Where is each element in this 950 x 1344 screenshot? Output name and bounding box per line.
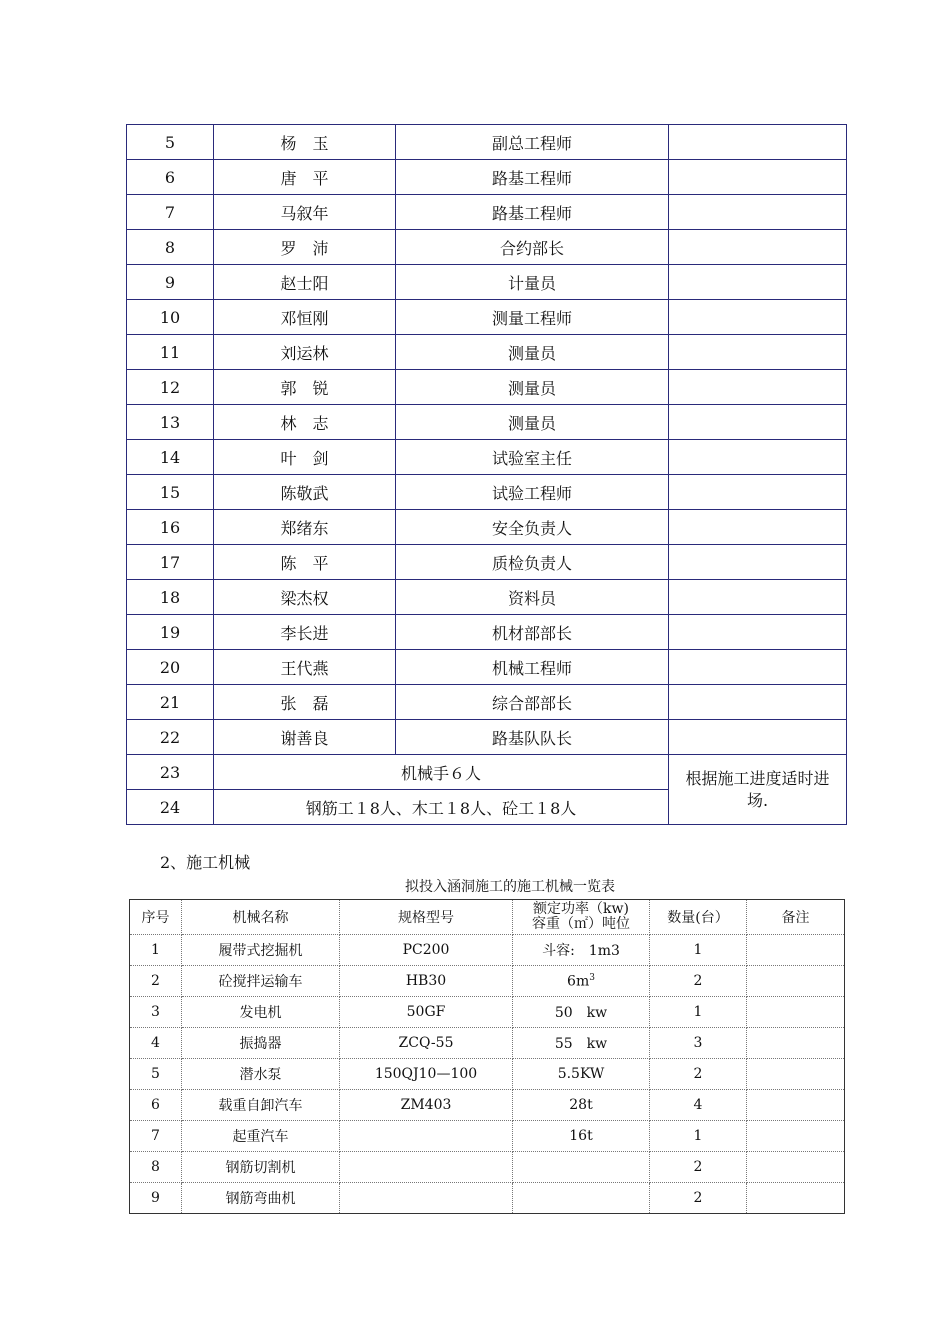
staff-role: 安全负责人: [396, 510, 669, 545]
machine-model: [340, 1152, 513, 1183]
staff-no: 14: [127, 440, 214, 475]
staff-no: 22: [127, 720, 214, 755]
staff-remark: [669, 230, 847, 265]
staff-remark: [669, 125, 847, 160]
section-heading: 2、施工机械: [160, 853, 251, 872]
machine-row: [130, 1121, 845, 1152]
staff-no: 17: [127, 545, 214, 580]
staff-remark: [669, 265, 847, 300]
staff-role: 资料员: [396, 580, 669, 615]
machine-qty: 2: [650, 966, 747, 997]
staff-row: [127, 650, 847, 685]
machine-table-caption: 拟投入涵洞施工的施工机械一览表: [405, 879, 615, 895]
staff-row: [127, 405, 847, 440]
staff-role: 路基工程师: [396, 160, 669, 195]
staff-row: [127, 125, 847, 160]
machine-remark: [747, 1028, 845, 1059]
machine-remark: [747, 1183, 845, 1214]
machine-name: 潜水泵: [182, 1059, 340, 1090]
machine-power: 斗容: 1m3: [513, 935, 650, 966]
staff-no: 13: [127, 405, 214, 440]
staff-no: 9: [127, 265, 214, 300]
machine-name: 振捣器: [182, 1028, 340, 1059]
staff-name: 杨 玉: [214, 125, 396, 160]
header-power-line2: 容重（㎡）吨位: [532, 916, 630, 932]
staff-no: 12: [127, 370, 214, 405]
staff-no: 20: [127, 650, 214, 685]
staff-role: 计量员: [396, 265, 669, 300]
machine-power: 55 kw: [513, 1028, 650, 1059]
staff-remark: [669, 370, 847, 405]
staff-remark: [669, 685, 847, 720]
machine-power: [513, 966, 650, 997]
machine-remark: [747, 997, 845, 1028]
staff-table-body: [127, 125, 847, 825]
machine-row: [130, 1028, 845, 1059]
staff-remark: [669, 475, 847, 510]
machine-model: HB30: [340, 966, 513, 997]
staff-name: 林 志: [214, 405, 396, 440]
staff-no: 24: [127, 790, 214, 825]
staff-no: 15: [127, 475, 214, 510]
machine-model: 150QJ10—100: [340, 1059, 513, 1090]
staff-role: 测量员: [396, 405, 669, 440]
staff-name: 李长进: [214, 615, 396, 650]
header-remark: 备注: [747, 900, 845, 935]
machine-model: ZCQ-55: [340, 1028, 513, 1059]
staff-no: 7: [127, 195, 214, 230]
header-qty: 数量(台）: [650, 900, 747, 935]
machine-remark: [747, 1121, 845, 1152]
staff-remark: [669, 195, 847, 230]
staff-row: [127, 510, 847, 545]
staff-remark: [669, 160, 847, 195]
machine-name: 发电机: [182, 997, 340, 1028]
machine-remark: [747, 935, 845, 966]
machine-power: 50 kw: [513, 997, 650, 1028]
staff-row: [127, 615, 847, 650]
staff-name: 赵士阳: [214, 265, 396, 300]
staff-no: 11: [127, 335, 214, 370]
machine-remark: [747, 1090, 845, 1121]
staff-remark: [669, 335, 847, 370]
machine-no: 5: [130, 1059, 182, 1090]
machine-model: ZM403: [340, 1090, 513, 1121]
machine-header-row: [130, 900, 845, 935]
machine-qty: 2: [650, 1059, 747, 1090]
machine-row: [130, 935, 845, 966]
machine-name: 起重汽车: [182, 1121, 340, 1152]
staff-group-description: 钢筋工１8人、木工１8人、砼工１8人: [214, 790, 669, 825]
staff-row: [127, 195, 847, 230]
staff-no: 21: [127, 685, 214, 720]
staff-table: [126, 124, 847, 825]
staff-row: [127, 545, 847, 580]
machine-name: 履带式挖掘机: [182, 935, 340, 966]
staff-row: [127, 370, 847, 405]
staff-row: [127, 720, 847, 755]
machine-no: 9: [130, 1183, 182, 1214]
machine-name: 砼搅拌运输车: [182, 966, 340, 997]
machine-no: 4: [130, 1028, 182, 1059]
staff-name: 马叙年: [214, 195, 396, 230]
machine-remark: [747, 1059, 845, 1090]
staff-role: 路基工程师: [396, 195, 669, 230]
machine-row: [130, 1059, 845, 1090]
staff-remark: [669, 720, 847, 755]
staff-no: 16: [127, 510, 214, 545]
machine-qty: 1: [650, 997, 747, 1028]
machine-power: [513, 1152, 650, 1183]
machine-power: 28t: [513, 1090, 650, 1121]
staff-role: 试验室主任: [396, 440, 669, 475]
staff-role: 机材部部长: [396, 615, 669, 650]
staff-remark: [669, 650, 847, 685]
staff-row: [127, 475, 847, 510]
staff-row: [127, 160, 847, 195]
staff-row: [127, 580, 847, 615]
staff-remark: [669, 510, 847, 545]
machine-no: 7: [130, 1121, 182, 1152]
machine-qty: 2: [650, 1183, 747, 1214]
staff-role: 综合部部长: [396, 685, 669, 720]
staff-name: 张 磊: [214, 685, 396, 720]
machine-power-value: 6m: [567, 973, 590, 990]
machine-qty: 1: [650, 935, 747, 966]
staff-name: 邓恒刚: [214, 300, 396, 335]
header-power-line1: 额定功率（kw): [533, 901, 629, 917]
machine-name: 钢筋弯曲机: [182, 1183, 340, 1214]
staff-role: 路基队队长: [396, 720, 669, 755]
machine-power: 16t: [513, 1121, 650, 1152]
machine-qty: 1: [650, 1121, 747, 1152]
staff-group-description: 机械手６人: [214, 755, 669, 790]
machine-no: 1: [130, 935, 182, 966]
machine-name: 载重自卸汽车: [182, 1090, 340, 1121]
staff-row: [127, 335, 847, 370]
machine-no: 8: [130, 1152, 182, 1183]
staff-role: 副总工程师: [396, 125, 669, 160]
machine-qty: 2: [650, 1152, 747, 1183]
machine-no: 2: [130, 966, 182, 997]
staff-name: 罗 沛: [214, 230, 396, 265]
staff-name: 梁杰权: [214, 580, 396, 615]
machine-qty: 3: [650, 1028, 747, 1059]
staff-role: 测量工程师: [396, 300, 669, 335]
staff-row: [127, 300, 847, 335]
machine-no: 3: [130, 997, 182, 1028]
machine-table: [129, 899, 845, 1214]
staff-name: 谢善良: [214, 720, 396, 755]
machine-model: 50GF: [340, 997, 513, 1028]
machine-remark: [747, 1152, 845, 1183]
staff-no: 10: [127, 300, 214, 335]
staff-role: 机械工程师: [396, 650, 669, 685]
staff-no: 23: [127, 755, 214, 790]
staff-name: 刘运林: [214, 335, 396, 370]
header-name: 机械名称: [182, 900, 340, 935]
machine-no: 6: [130, 1090, 182, 1121]
staff-remark: [669, 440, 847, 475]
staff-remark: [669, 615, 847, 650]
machine-row: [130, 966, 845, 997]
staff-merged-remark: 根据施工进度适时进场.: [669, 755, 847, 825]
staff-remark: [669, 300, 847, 335]
staff-role: 质检负责人: [396, 545, 669, 580]
staff-remark: [669, 580, 847, 615]
staff-merged-row: [127, 755, 847, 790]
machine-remark: [747, 966, 845, 997]
staff-row: [127, 265, 847, 300]
machine-name: 钢筋切割机: [182, 1152, 340, 1183]
staff-no: 5: [127, 125, 214, 160]
machine-model: [340, 1183, 513, 1214]
header-model: 规格型号: [340, 900, 513, 935]
staff-name: 叶 剑: [214, 440, 396, 475]
machine-model: PC200: [340, 935, 513, 966]
staff-no: 6: [127, 160, 214, 195]
staff-role: 合约部长: [396, 230, 669, 265]
staff-name: 唐 平: [214, 160, 396, 195]
machine-row: [130, 1152, 845, 1183]
staff-row: [127, 440, 847, 475]
staff-name: 王代燕: [214, 650, 396, 685]
machine-qty: 4: [650, 1090, 747, 1121]
machine-power: [513, 1183, 650, 1214]
machine-table-body: [130, 900, 845, 1214]
header-power: [513, 900, 650, 935]
machine-power: 5.5KW: [513, 1059, 650, 1090]
staff-remark: [669, 545, 847, 580]
machine-model: [340, 1121, 513, 1152]
staff-name: 郭 锐: [214, 370, 396, 405]
staff-name: 郑绪东: [214, 510, 396, 545]
staff-row: [127, 685, 847, 720]
machine-row: [130, 997, 845, 1028]
machine-row: [130, 1090, 845, 1121]
staff-row: [127, 230, 847, 265]
staff-no: 19: [127, 615, 214, 650]
staff-no: 18: [127, 580, 214, 615]
staff-role: 测量员: [396, 335, 669, 370]
staff-no: 8: [127, 230, 214, 265]
staff-name: 陈 平: [214, 545, 396, 580]
machine-row: [130, 1183, 845, 1214]
header-no: 序号: [130, 900, 182, 935]
staff-role: 测量员: [396, 370, 669, 405]
machine-power-exponent: 3: [589, 972, 595, 983]
staff-role: 试验工程师: [396, 475, 669, 510]
staff-remark: [669, 405, 847, 440]
staff-name: 陈敬武: [214, 475, 396, 510]
